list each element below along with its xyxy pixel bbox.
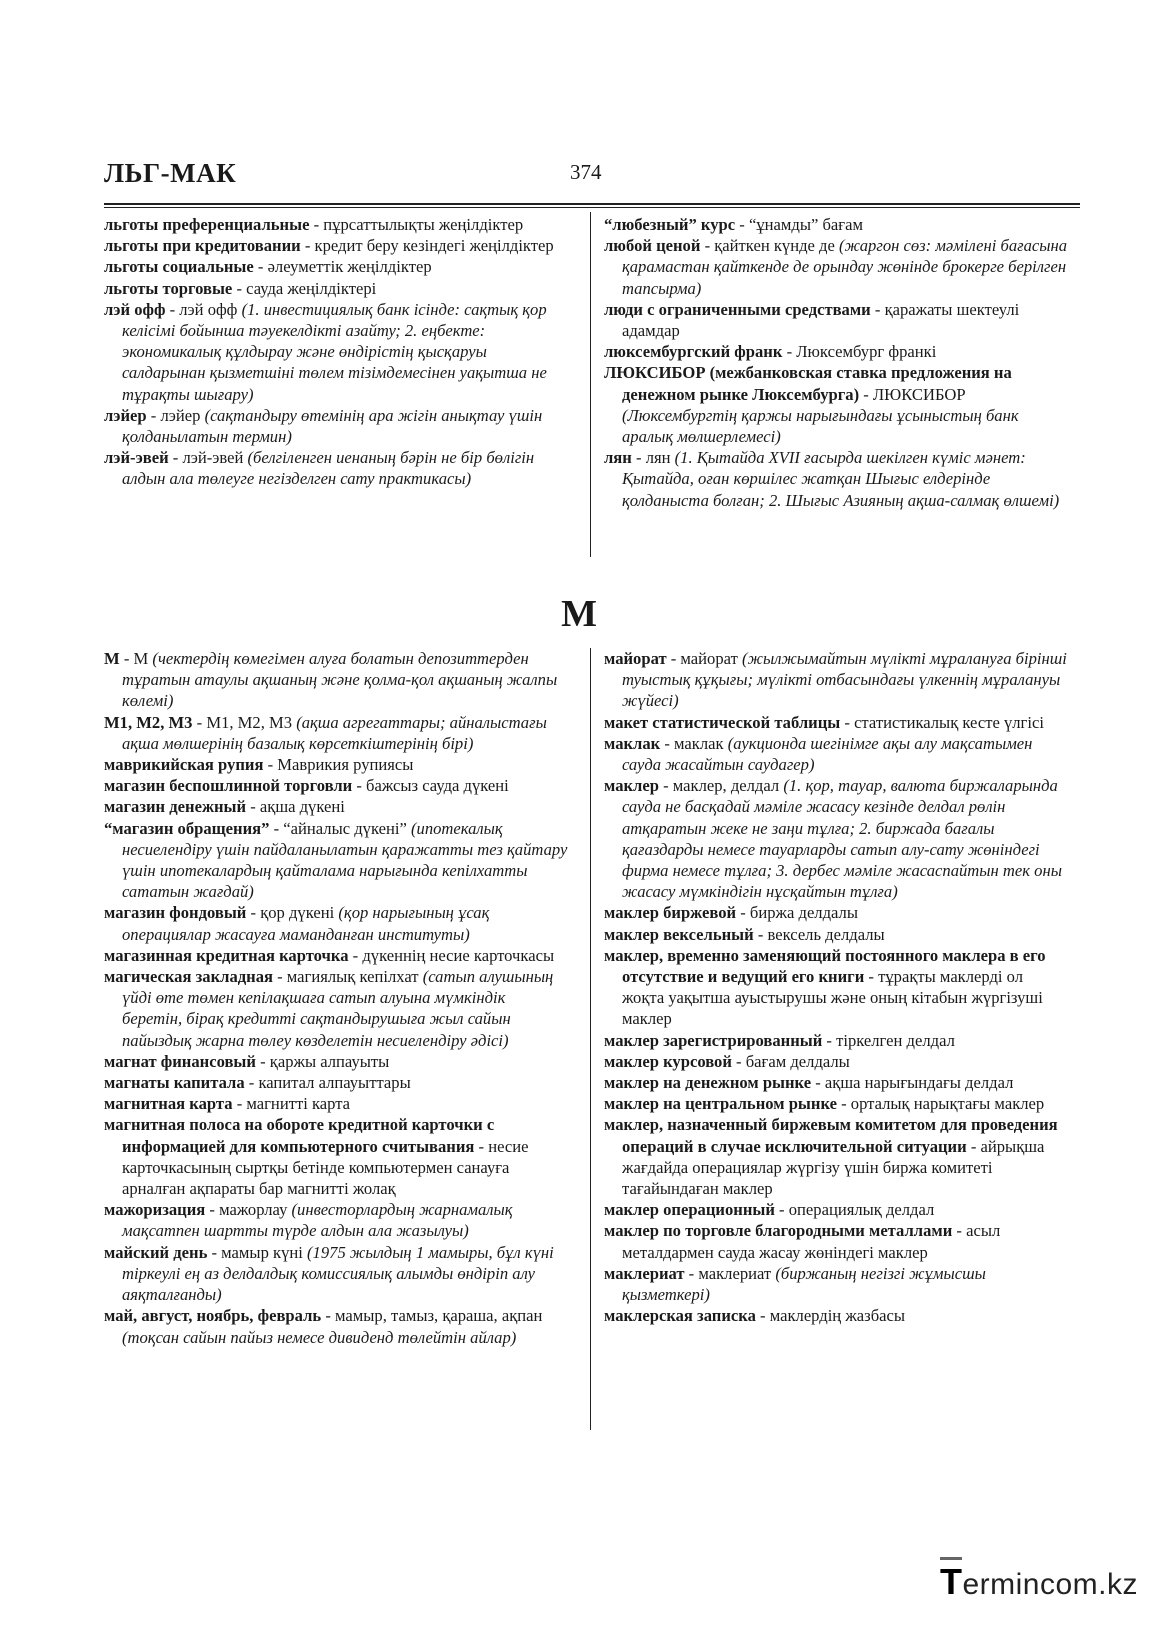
entry-translation: Люксембург франкі <box>796 342 937 362</box>
dictionary-entry: лян - лян (1. Қытайда XVII ғасырда шекілген күміс мәнет: Қытайда, оған көршілес жатқан Шығыс елдерінде қолданыста болған; 2. Шығыс Азияның ақша-салмақ өлшемі) <box>604 448 1060 510</box>
entry-explanation: (аукционда шегінімге ақы алу мақсатымен сауда жасайтын саудагер) <box>622 733 1033 775</box>
entry-term: маклер <box>604 776 659 796</box>
dictionary-entry: маклер курсовой - бағам делдалы <box>604 1051 850 1071</box>
entry-term: люди с ограниченными средствами <box>604 299 871 319</box>
entry-translation: бажсыз сауда дүкені <box>366 776 509 796</box>
entry-translation: магиялық кепілхат <box>286 967 419 987</box>
dictionary-entry: магнаты капитала - капитал алпауыттары <box>104 1073 411 1093</box>
entry-translation: статистикалық кесте үлгісі <box>854 712 1044 732</box>
entry-explanation: (инвесторлардың жарнамалық мақсатпен шартты түрде алдын ала жазылуы) <box>122 1200 513 1241</box>
entry-translation: пұрсаттылықты жеңілдіктер <box>323 215 524 234</box>
entry-translation: ақша дүкені <box>259 797 345 817</box>
entry-translation: маклериат <box>698 1263 772 1283</box>
dictionary-entry: магнат финансовый - қаржы алпауыты <box>104 1051 390 1071</box>
dictionary-entry: М1, М2, М3 - М1, М2, М3 (ақша агрегаттары; айналыстағы ақша мөлшерінің базалық көрсеткіштерінің бірі) <box>104 712 547 753</box>
dictionary-entry: магнитная карта - магнитті карта <box>104 1094 351 1114</box>
dictionary-entry: маклер на центральном рынке - орталық нарықтағы маклер <box>604 1094 1045 1114</box>
entry-term: магазин денежный <box>104 797 247 817</box>
dictionary-entry: маклер вексельный - вексель делдалы <box>604 924 885 944</box>
dictionary-entry: люксембургский франк - Люксембург франкі <box>604 342 937 362</box>
page-number: 374 <box>570 160 602 184</box>
dictionary-entry: май, август, ноябрь, февраль - мамыр, тамыз, қараша, ақпан (тоқсан сайын пайыз немесе дивиденд төлейтін айлар) <box>104 1306 543 1347</box>
entry-translation: М <box>133 649 149 668</box>
entry-translation: лэй офф <box>179 299 238 319</box>
entry-term: маклер по торговле благородными металлами <box>604 1221 953 1241</box>
entry-term: лэй-эвей <box>104 448 169 468</box>
entry-term: люксембургский франк <box>604 342 783 362</box>
dictionary-entry: ЛЮКСИБОР (межбанковская ставка предложения на денежном рынке Люксембурга) - ЛЮКСИБОР (Люксембургтің қаржы нарығындағы ұсыныстың банк аралық мөлшерлемесі) <box>604 363 1019 447</box>
top-right-column <box>604 214 1069 511</box>
dictionary-entry: маклер операционный - операциялық делдал <box>604 1200 935 1220</box>
entry-translation: маклер, делдал <box>672 776 780 796</box>
dictionary-entry: льготы при кредитовании - кредит беру кезіндегі жеңілдіктер <box>104 236 554 256</box>
entry-translation: М1, М2, М3 <box>206 712 293 732</box>
entry-term: мажоризация <box>104 1200 206 1220</box>
entry-term: маклер на центральном рынке <box>604 1094 837 1114</box>
site-watermark <box>940 1561 1138 1603</box>
top-left-column <box>104 214 569 490</box>
dictionary-entry: мажоризация - мажорлау (инвесторлардың жарнамалық мақсатпен шартты түрде алдын ала жазылуы) <box>104 1200 513 1241</box>
watermark-logo-t: T <box>940 1557 963 1602</box>
entry-term: маврикийская рупия <box>104 755 264 775</box>
entry-translation: тұрақты маклерді ол жоқта уақытша ауыстырушы және оның кітабын жүргізуші маклер <box>622 967 1043 1029</box>
entry-translation: мамыр, тамыз, қараша, ақпан <box>335 1306 543 1326</box>
entry-explanation: (ақша агрегаттары; айналыстағы ақша мөлшерінің базалық көрсеткіштерінің бірі) <box>122 712 547 753</box>
entry-translation: мамыр күні <box>221 1242 303 1262</box>
entry-translation: капитал алпауыттары <box>258 1073 411 1093</box>
dictionary-entry: маклер, временно заменяющий постоянного маклера в его отсутствие и ведущий его книги - тұрақты маклерді ол жоқта уақытша ауыстырушы және оның кітабын жүргізуші маклер <box>604 945 1046 1029</box>
dictionary-entry: любой ценой - қайткен күнде де (жаргон сөз: мәміленi бағасына қарамастан қайткенде де орындау жөнінде брокерге берілген тапсырма) <box>604 236 1068 298</box>
page-header-title: ЛЬГ-МАК <box>104 158 237 188</box>
entry-term: маклер курсовой <box>604 1051 732 1071</box>
entry-translation: Маврикия рупиясы <box>277 755 414 775</box>
entry-explanation: (Люксембургтің қаржы нарығындағы ұсыныстың банк аралық мөлшерлемесі) <box>622 405 1019 447</box>
dictionary-entry: майский день - мамыр күні (1975 жылдың 1 мамыры, бұл күні тіркеулі ең аз делдалдық комиссиялық алымды өндіріп алу аяқталғанды) <box>104 1242 554 1305</box>
entry-explanation: (биржаның негізгі жұмысшы қызметкері) <box>622 1263 986 1305</box>
entry-translation: кредит беру кезіндегі жеңілдіктер <box>314 236 554 256</box>
entry-translation: сауда жеңілдіктері <box>246 278 377 298</box>
entry-translation: майорат <box>680 649 738 668</box>
dictionary-entry: маклерская записка - маклердің жазбасы <box>604 1306 906 1326</box>
entry-term: льготы торговые <box>104 278 233 298</box>
entry-explanation: (1. қор, тауар, валюта биржаларында сауда не басқадай мәміле жасасу кезінде делдал рөлін атқаратын жеке не заңи тұлға; 2. биржада бағалы қағаздарды немесе тауарларды сатып алу-сату жөніндегі фирма немесе тұлға; 3. дербес мәміле жасаспайтын тек оны жасасу мүмкіндігін нұсқайтын тұлға) <box>622 776 1062 902</box>
entry-translation: мажорлау <box>219 1200 288 1220</box>
entry-term: лэйер <box>104 405 147 425</box>
entry-translation: вексель делдалы <box>767 924 885 944</box>
entry-explanation: (сатып алушының үйді өте төмен кепілақшаға сатып алуына мүмкіндік беретін, бірақ кредитті сақтандырушыға жыл сайын пайыздық жарна төлеу көзделетін несиелендіру әдісі) <box>122 967 554 1050</box>
entry-term: маклер зарегистрированный <box>604 1030 823 1050</box>
dictionary-entry: М - М (чектердің көмегімен алуға болатын депозиттерден тұратын атаулы ақшаның және қолма-қол ақшаның жалпы көлемі) <box>104 649 558 711</box>
bottom-left-column <box>104 648 569 1348</box>
entry-term: магазин фондовый <box>104 903 247 923</box>
entry-translation: биржа делдалы <box>749 903 858 923</box>
dictionary-entry: магическая закладная - магиялық кепілхат (сатып алушының үйді өте төмен кепілақшаға сатып алуына мүмкіндік беретін, бірақ кредитті сақтандырушыға жыл сайын пайыздық жарна төлеу көзделетін несиелендіру әдісі) <box>104 967 554 1050</box>
entry-term: льготы социальные <box>104 257 254 277</box>
entry-translation: магнитті карта <box>246 1094 351 1114</box>
entry-term: маклер, временно заменяющий постоянного маклера в его отсутствие и ведущий его книги <box>604 945 1046 987</box>
dictionary-entry: лэй офф - лэй офф (1. инвестициялық банк ісінде: сақтық қор келісімі бойынша тәуекелдікті азайту; 2. еңбекте: экономикалық құлдырау және өндірістің қысқаруы салдарынан қызметшіні төлем тізімдемесінен уақытша не тұрақты шығару) <box>104 299 547 404</box>
section-letter: М <box>561 593 597 635</box>
entry-explanation: (1975 жылдың 1 мамыры, бұл күні тіркеулі ең аз делдалдық комиссиялық алымды өндіріп алу аяқталғанды) <box>122 1242 554 1305</box>
bottom-right-column <box>604 648 1069 1327</box>
entry-term: любой ценой <box>604 236 701 256</box>
entry-translation: ЛЮКСИБОР <box>872 384 966 404</box>
entry-translation: қаражаты шектеулі адамдар <box>622 299 1020 341</box>
entry-translation: лян <box>645 448 671 468</box>
entry-explanation: (сақтандыру өтемінің ара жігін анықтау үшін қолданылатын термин) <box>122 405 543 447</box>
top-column-divider <box>590 212 591 557</box>
entry-translation: ақша нарығындағы делдал <box>824 1073 1014 1093</box>
header-rule <box>104 203 1080 208</box>
dictionary-entry: маклер, назначенный биржевым комитетом для проведения операций в случае исключительной ситуации - айрықша жағдайда операциялар жүргізу үшін биржа комитеті тағайындаған маклер <box>604 1115 1058 1199</box>
entry-term: маклер на денежном рынке <box>604 1073 812 1093</box>
dictionary-entry: льготы преференциальные - пұрсаттылықты жеңілдіктер <box>104 215 524 234</box>
dictionary-entry: маклак - маклак (аукционда шегінімге ақы алу мақсатымен сауда жасайтын саудагер) <box>604 733 1033 775</box>
entry-term: маклер биржевой <box>604 903 737 923</box>
entry-term: маклер операционный <box>604 1200 775 1220</box>
entry-term: магнитная полоса на обороте кредитной карточки с информацией для компьютерного считывания <box>104 1115 495 1156</box>
dictionary-entry: льготы торговые - сауда жеңілдіктері <box>104 278 377 298</box>
watermark-text: ermincom.kz <box>962 1568 1138 1601</box>
entry-translation: “ұнамды” бағам <box>748 215 863 234</box>
entry-term: ЛЮКСИБОР (межбанковская ставка предложения на денежном рынке Люксембурга) <box>604 363 1012 404</box>
entry-term: маклер вексельный <box>604 924 754 944</box>
entry-translation: лэйер <box>160 405 201 425</box>
dictionary-entry: маклер зарегистрированный - тіркелген делдал <box>604 1030 955 1050</box>
entry-explanation: (белгіленген иенаның бәрін не бір бөлігін алдын ала төлеуге негізделген сату практикасы) <box>122 448 535 489</box>
entry-explanation: (1. инвестициялық банк ісінде: сақтық қор келісімі бойынша тәуекелдікті азайту; 2. еңбекте: экономикалық құлдырау және өндірістің қысқаруы салдарынан қызметшіні төлем тізімдемесінен уақытша не тұрақты шығару) <box>122 299 547 404</box>
dictionary-entry: лэй-эвей - лэй-эвей (белгіленген иенаның бәрін не бір бөлігін алдын ала төлеуге негізделген сату практикасы) <box>104 448 535 489</box>
entry-translation: бағам делдалы <box>745 1051 850 1071</box>
entry-term: магазинная кредитная карточка <box>104 945 349 965</box>
entry-explanation: (қор нарығының ұсақ операциялар жасауға маманданған институты) <box>122 903 490 944</box>
entry-translation: операциялық делдал <box>788 1200 935 1220</box>
entry-term: магическая закладная <box>104 967 273 987</box>
entry-translation: лэй-эвей <box>182 448 244 468</box>
entry-explanation: (чектердің көмегімен алуға болатын депозиттерден тұратын атаулы ақшаның және қолма-қол ақшаның жалпы көлемі) <box>122 649 558 711</box>
entry-explanation: (1. Қытайда XVII ғасырда шекілген күміс мәнет: Қытайда, оған көршілес жатқан Шығыс елдерінде қолданыста болған; 2. Шығыс Азияның ақша-салмақ өлшемі) <box>622 448 1060 510</box>
dictionary-entry: маклериат - маклериат (биржаның негізгі жұмысшы қызметкері) <box>604 1263 986 1305</box>
entry-term: маклерская записка <box>604 1306 756 1326</box>
dictionary-entry: люди с ограниченными средствами - қаражаты шектеулі адамдар <box>604 299 1020 341</box>
entry-translation: несие карточкасының сыртқы бетінде компьютермен санауға арналған ақпараты бар магнитті жолақ <box>122 1136 529 1199</box>
bottom-column-divider <box>590 648 591 1430</box>
dictionary-entry: магазин фондовый - қор дүкені (қор нарығының ұсақ операциялар жасауға маманданған институты) <box>104 903 490 944</box>
entry-translation: маклердің жазбасы <box>769 1306 906 1326</box>
entry-explanation: (ипотекалық несиелендіру үшін пайдаланылатын қаражатты тез қайтару үшін ипотекалардың қайталама нарығында кепілхатты сататын жағдай) <box>122 818 568 902</box>
entry-translation: “айналыс дүкені” <box>283 818 407 838</box>
dictionary-entry: майорат - майорат (жылжымайтын мүлікті мұралануға бірінші туыстық құқығы; мүлікті отбасындағы үлкеннің мұралануы жүйесі) <box>604 649 1067 711</box>
entry-term: маклак <box>604 733 661 753</box>
dictionary-entry: магазин беспошлинной торговли - бажсыз сауда дүкені <box>104 776 509 796</box>
entry-translation: қайткен күнде де <box>714 236 835 256</box>
dictionary-entry: магнитная полоса на обороте кредитной карточки с информацией для компьютерного считывания - несие карточкасының сыртқы бетінде компьютермен санауға арналған ақпараты бар магнитті жолақ <box>104 1115 529 1199</box>
entry-term: магнат финансовый <box>104 1051 256 1071</box>
dictionary-entry: маклер биржевой - биржа делдалы <box>604 903 858 923</box>
entry-translation: қаржы алпауыты <box>269 1051 390 1071</box>
entry-explanation: (жаргон сөз: мәміленi бағасына қарамастан қайткенде де орындау жөнінде брокерге берілген тапсырма) <box>622 236 1068 298</box>
entry-term: магнитная карта <box>104 1094 233 1114</box>
dictionary-entry: маклер - маклер, делдал (1. қор, тауар, валюта биржаларында сауда не басқадай мәміле жасасу кезінде делдал рөлін атқаратын жеке не заңи тұлға; 2. биржада бағалы қағаздарды немесе тауарларды сатып алу-сату жөніндегі фирма немесе тұлға; 3. дербес мәміле жасаспайтын тек оны жасасу мүмкіндігін нұсқайтын тұлға) <box>604 776 1062 902</box>
entry-term: льготы преференциальные <box>104 215 310 234</box>
dictionary-entry: магазин денежный - ақша дүкені <box>104 797 345 817</box>
entry-explanation: (тоқсан сайын пайыз немесе дивиденд төлейтін айлар) <box>122 1327 517 1347</box>
entry-term: майский день <box>104 1242 208 1262</box>
entry-term: лян <box>604 448 632 468</box>
entry-term: М <box>104 649 120 668</box>
dictionary-entry: “любезный” курс - “ұнамды” бағам <box>604 215 863 234</box>
entry-term: “магазин обращения” <box>104 818 270 838</box>
dictionary-entry: маврикийская рупия - Маврикия рупиясы <box>104 755 414 775</box>
dictionary-entry: магазинная кредитная карточка - дүкеннің несие карточкасы <box>104 945 555 965</box>
entry-term: магазин беспошлинной торговли <box>104 776 353 796</box>
entry-term: “любезный” курс <box>604 215 736 234</box>
entry-term: М1, М2, М3 <box>104 712 193 732</box>
entry-translation: әлеуметтік жеңілдіктер <box>267 257 432 277</box>
dictionary-entry: маклер по торговле благородными металлами - асыл металдармен сауда жасау жөніндегі маклер <box>604 1221 1001 1262</box>
entry-term: май, август, ноябрь, февраль <box>104 1306 322 1326</box>
entry-term: майорат <box>604 649 667 668</box>
entry-translation: айрықша жағдайда операциялар жүргізу үшін биржа комитеті тағайындаған маклер <box>622 1136 1045 1199</box>
entry-term: маклер, назначенный биржевым комитетом для проведения операций в случае исключительной ситуации <box>604 1115 1058 1156</box>
entry-term: льготы при кредитовании <box>104 236 301 256</box>
entry-translation: маклак <box>674 733 724 753</box>
dictionary-entry: макет статистической таблицы - статистикалық кесте үлгісі <box>604 712 1044 732</box>
entry-translation: дүкеннің несие карточкасы <box>362 945 555 965</box>
entry-translation: қор дүкені <box>260 903 335 923</box>
entry-explanation: (жылжымайтын мүлікті мұралануға бірінші туыстық құқығы; мүлікті отбасындағы үлкеннің мұралануы жүйесі) <box>622 649 1067 711</box>
dictionary-entry: маклер на денежном рынке - ақша нарығындағы делдал <box>604 1073 1014 1093</box>
entry-term: макет статистической таблицы <box>604 712 841 732</box>
entry-term: магнаты капитала <box>104 1073 245 1093</box>
entry-translation: тіркелген делдал <box>836 1030 955 1050</box>
entry-term: лэй офф <box>104 299 166 319</box>
dictionary-entry: лэйер - лэйер (сақтандыру өтемінің ара жігін анықтау үшін қолданылатын термин) <box>104 405 543 447</box>
dictionary-entry: льготы социальные - әлеуметтік жеңілдіктер <box>104 257 432 277</box>
dictionary-entry: “магазин обращения” - “айналыс дүкені” (ипотекалық несиелендіру үшін пайдаланылатын қаражатты тез қайтару үшін ипотекалардың қайталама нарығында кепілхатты сататын жағдай) <box>104 818 568 902</box>
entry-term: маклериат <box>604 1263 685 1283</box>
entry-translation: орталық нарықтағы маклер <box>850 1094 1045 1114</box>
entry-translation: асыл металдармен сауда жасау жөніндегі маклер <box>622 1221 1001 1262</box>
